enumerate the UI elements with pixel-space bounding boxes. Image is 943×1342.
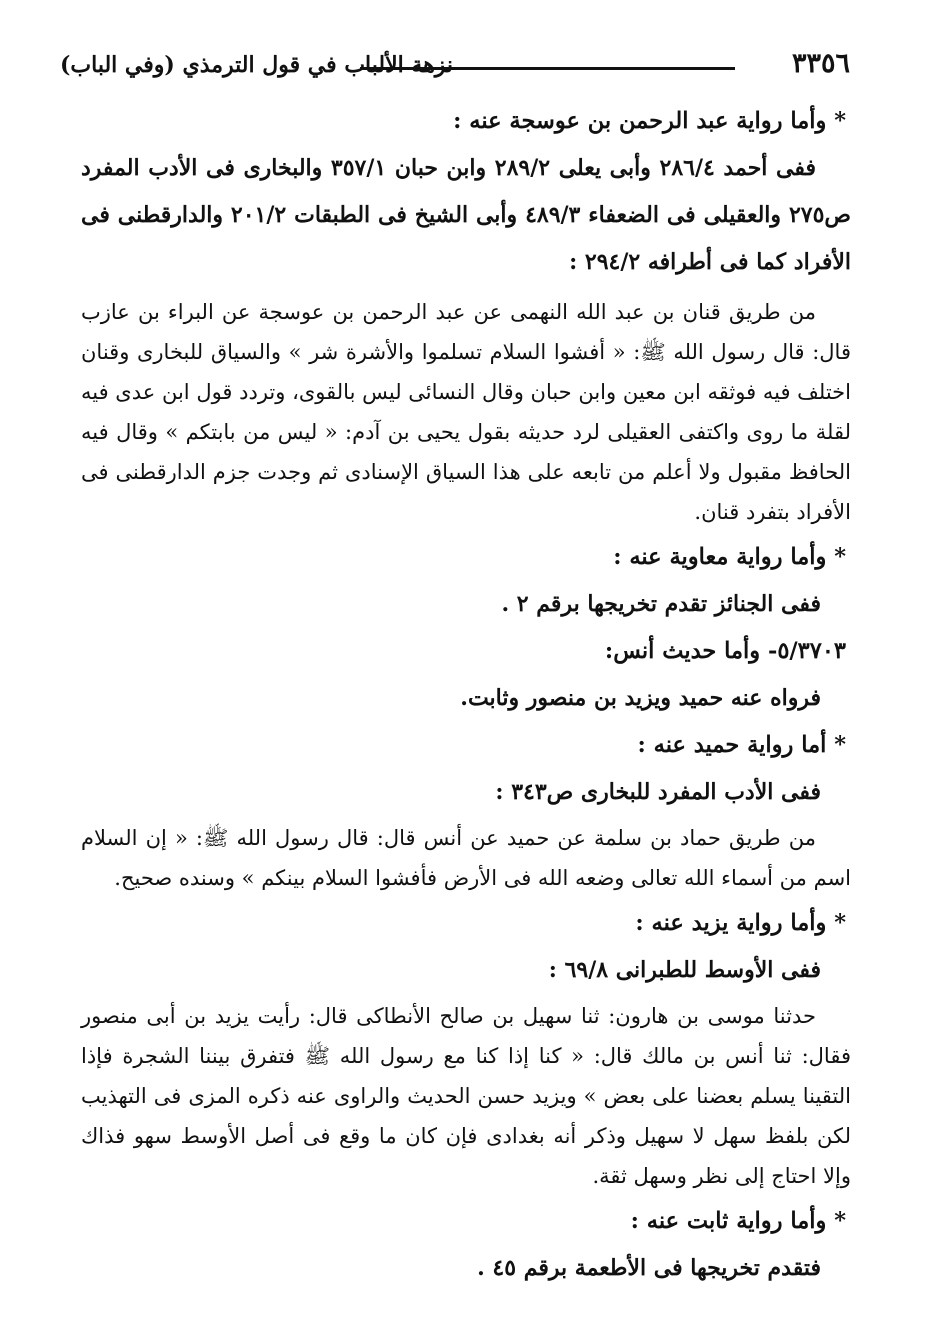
- section-heading: * وأما رواية ثابت عنه :: [630, 1208, 846, 1234]
- text-line: ففى الأوسط للطبرانى ٦٩/٨ :: [548, 957, 821, 983]
- page-body: [81, 98, 851, 1292]
- section-heading: * أما رواية حميد عنه :: [637, 732, 846, 758]
- text-line: فتقدم تخريجها فى الأطعمة برقم ٤٥ .: [477, 1255, 821, 1281]
- section-heading: * وأما رواية يزيد عنه :: [635, 910, 846, 936]
- page-number: ٣٣٥٦: [791, 48, 850, 79]
- section-heading: * وأما رواية معاوية عنه :: [613, 544, 846, 570]
- section-heading: * وأما رواية عبد الرحمن بن عوسجة عنه :: [453, 108, 846, 134]
- commentary-paragraph: من طريق حماد بن سلمة عن حميد عن أنس قال: قال رسول الله ﷺ: « إن السلام اسم من أسماء الله تعالى وضعه الله فى الأرض فأفشوا السلام بينكم » وسنده صحيح.: [81, 826, 851, 890]
- sources-paragraph: ففى أحمد ٢٨٦/٤ وأبى يعلى ٢٨٩/٢ وابن حبان ٣٥٧/١ والبخارى فى الأدب المفرد ص٢٧٥ والعقيلى فى الضعفاء ٤٨٩/٣ وأبى الشيخ فى الطبقات ٢٠١/٢ والدارقطنى فى الأفراد كما فى أطرافه ٢٩٤/٢ :: [81, 155, 851, 275]
- text-line: ففى الأدب المفرد للبخارى ص٣٤٣ :: [495, 779, 821, 805]
- running-title: نزهة الألباب في قول الترمذي (وفي الباب): [60, 52, 454, 78]
- commentary-paragraph: من طريق قنان بن عبد الله النهمى عن عبد الرحمن بن عوسجة عن البراء بن عازب قال: قال رسول الله ﷺ: « أفشوا السلام تسلموا والأشرة شر » والسياق للبخارى وقنان اختلف فيه فوثقه ابن معين وابن حبان وقال النسائى ليس بالقوى، وتردد قول ابن عدى فيه لقلة ما روى واكتفى العقيلى لرد حديثه بقول يحيى بن آدم: « ليس من بابتكم » وقال فيه الحافظ مقبول ولا أعلم من تابعه على هذا السياق الإسنادى ثم وجدت جزم الدارقطنى فى الأفراد بتفرد قنان.: [81, 300, 851, 524]
- text-line: فرواه عنه حميد ويزيد بن منصور وثابت.: [460, 685, 821, 711]
- hadith-heading: ٥/٣٧٠٣- وأما حديث أنس:: [604, 638, 846, 664]
- page-header: [60, 46, 850, 86]
- commentary-paragraph: حدثنا موسى بن هارون: ثنا سهيل بن صالح الأنطاكى قال: رأيت يزيد بن أبى منصور فقال: ثنا أنس بن مالك قال: « كنا إذا كنا مع رسول الله ﷺ فتفرق بيننا الشجرة فإذا التقينا يسلم بعضنا على بعض » ويزيد حسن الحديث والراوى عنه ذكره المزى فى التهذيب لكن بلفظ سهل لا سهيل وذكر أنه بغدادى فإن كان ما وقع فى أصل الأوسط سهو فذاك وإلا احتاج إلى نظر وسهل ثقة.: [81, 1004, 851, 1188]
- text-line: ففى الجنائز تقدم تخريجها برقم ٢ .: [501, 591, 821, 617]
